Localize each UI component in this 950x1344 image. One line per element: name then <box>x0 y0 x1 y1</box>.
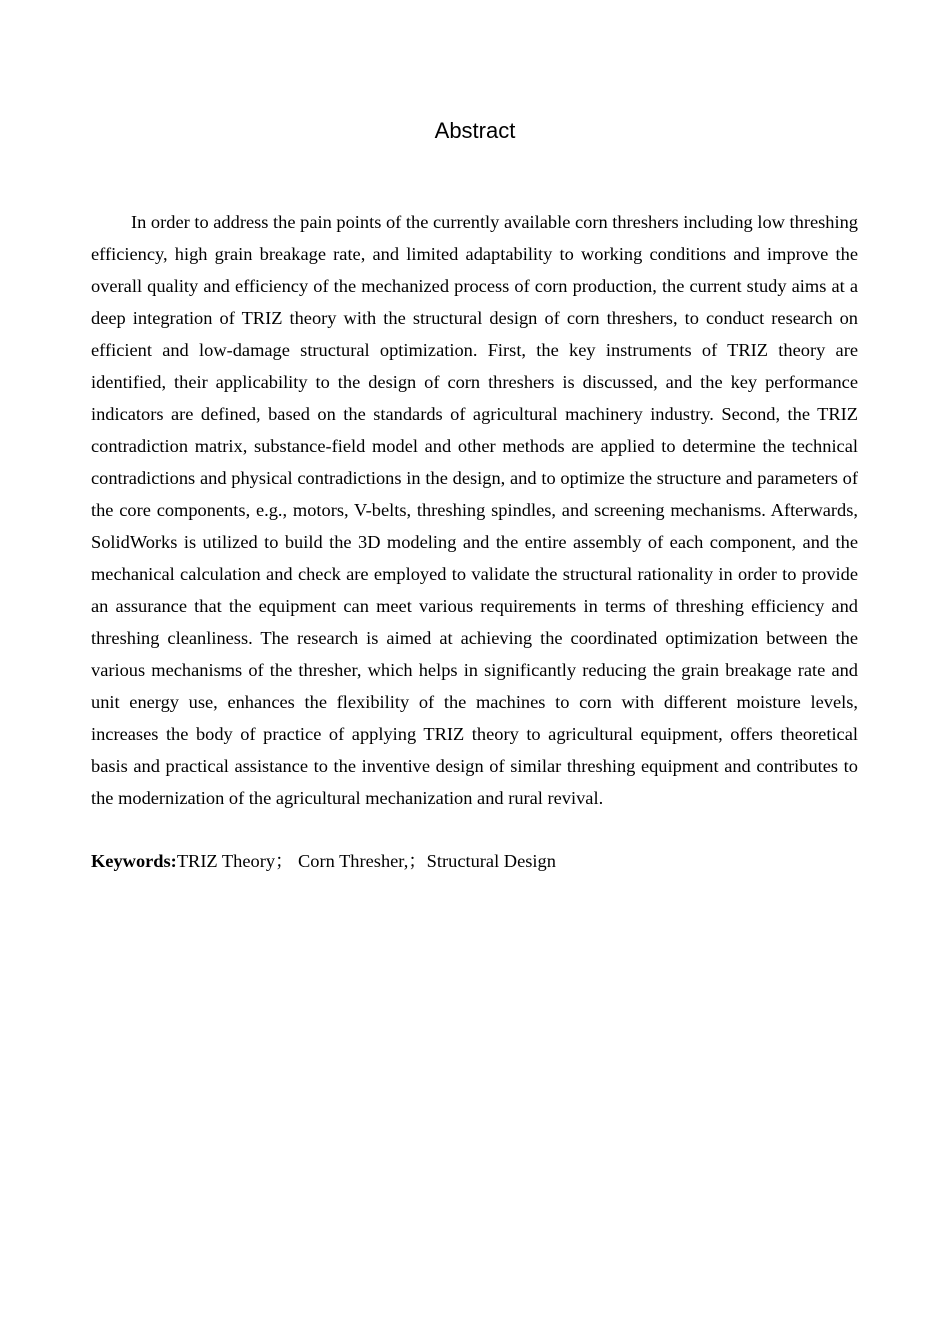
abstract-title: Abstract <box>434 118 516 143</box>
keywords-text: TRIZ Theory； Corn Thresher,；Structural Design <box>176 851 556 871</box>
keywords-label: Keywords: <box>91 851 177 871</box>
keywords-line <box>91 845 858 877</box>
abstract-body: In order to address the pain points of the currently available corn threshers including low threshing efficiency, high grain breakage rate, and limited adaptability to working conditions and improve the overall quality and efficiency of the mechanized process of corn production, the current study aims at a deep integration of TRIZ theory with the structural design of corn threshers, to conduct research on efficient and low-damage structural optimization. First, the key instruments of TRIZ theory are identified, their applicability to the design of corn threshers is discussed, and the key performance indicators are defined, based on the standards of agricultural machinery industry. Second, the TRIZ contradiction matrix, substance-field model and other methods are applied to determine the technical contradictions and physical contradictions in the design, and to optimize the structure and parameters of the core components, e.g., motors, V-belts, threshing spindles, and screening mechanisms. Afterwards, SolidWorks is utilized to build the 3D modeling and the entire assembly of each component, and the mechanical calculation and check are employed to validate the structural rationality in order to provide an assurance that the equipment can meet various requirements in terms of threshing efficiency and threshing cleanliness. The research is aimed at achieving the coordinated optimization between the various mechanisms of the thresher, which helps in significantly reducing the grain breakage rate and unit energy use, enhances the flexibility of the machines to corn with different moisture levels, increases the body of practice of applying TRIZ theory to agricultural equipment, offers theoretical basis and practical assistance to the inventive design of similar threshing equipment and contributes to the modernization of the agricultural mechanization and rural revival. <box>91 212 858 808</box>
